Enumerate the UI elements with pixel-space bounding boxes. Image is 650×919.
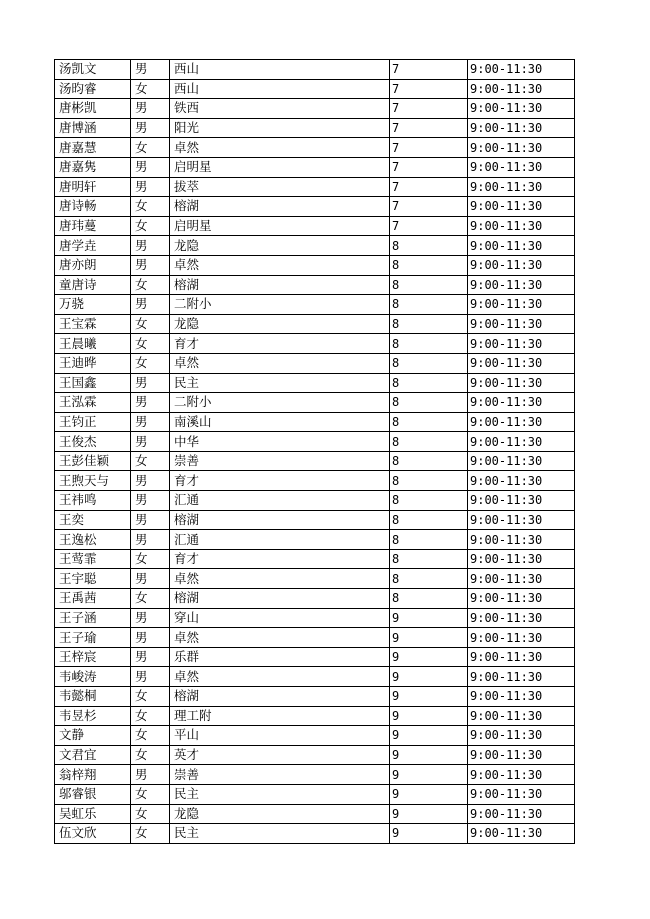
student-name-cell: 韦昱杉	[55, 706, 131, 726]
grade-cell: 7	[390, 177, 468, 197]
time-cell: 9:00-11:30	[468, 216, 575, 236]
school-cell: 龙隐	[170, 804, 390, 824]
gender-cell: 女	[131, 706, 170, 726]
school-cell: 卓然	[170, 667, 390, 687]
student-name-cell: 王莺霏	[55, 549, 131, 569]
school-cell: 龙隐	[170, 314, 390, 334]
school-cell: 阳光	[170, 118, 390, 138]
student-name-cell: 王祎鸣	[55, 491, 131, 511]
time-cell: 9:00-11:30	[468, 687, 575, 707]
table-row	[55, 177, 575, 197]
gender-cell: 男	[131, 157, 170, 177]
time-cell: 9:00-11:30	[468, 491, 575, 511]
grade-cell: 8	[390, 471, 468, 491]
student-name-cell: 万骁	[55, 295, 131, 315]
school-cell: 二附小	[170, 295, 390, 315]
time-cell: 9:00-11:30	[468, 549, 575, 569]
grade-cell: 7	[390, 60, 468, 80]
student-name-cell: 邬睿银	[55, 784, 131, 804]
grade-cell: 9	[390, 667, 468, 687]
time-cell: 9:00-11:30	[468, 275, 575, 295]
time-cell: 9:00-11:30	[468, 824, 575, 844]
table-row	[55, 216, 575, 236]
time-cell: 9:00-11:30	[468, 157, 575, 177]
student-name-cell: 王禹茜	[55, 589, 131, 609]
grade-cell: 9	[390, 628, 468, 648]
student-name-cell: 文静	[55, 726, 131, 746]
gender-cell: 男	[131, 667, 170, 687]
grade-cell: 8	[390, 530, 468, 550]
grade-cell: 8	[390, 393, 468, 413]
gender-cell: 男	[131, 118, 170, 138]
school-cell: 龙隐	[170, 236, 390, 256]
school-cell: 西山	[170, 79, 390, 99]
time-cell: 9:00-11:30	[468, 197, 575, 217]
time-cell: 9:00-11:30	[468, 608, 575, 628]
school-cell: 卓然	[170, 569, 390, 589]
table-row	[55, 79, 575, 99]
table-row	[55, 471, 575, 491]
time-cell: 9:00-11:30	[468, 647, 575, 667]
student-name-cell: 唐彬凯	[55, 99, 131, 119]
gender-cell: 女	[131, 275, 170, 295]
time-cell: 9:00-11:30	[468, 138, 575, 158]
student-name-cell: 王逸松	[55, 530, 131, 550]
time-cell: 9:00-11:30	[468, 236, 575, 256]
table-row	[55, 726, 575, 746]
table-row	[55, 510, 575, 530]
table-row	[55, 745, 575, 765]
grade-cell: 7	[390, 118, 468, 138]
student-name-cell: 伍文欣	[55, 824, 131, 844]
student-name-cell: 唐玮蔓	[55, 216, 131, 236]
grade-cell: 8	[390, 236, 468, 256]
student-name-cell: 王宇聪	[55, 569, 131, 589]
grade-cell: 8	[390, 510, 468, 530]
student-name-cell: 王彭佳颖	[55, 451, 131, 471]
student-name-cell: 王俊杰	[55, 432, 131, 452]
gender-cell: 男	[131, 295, 170, 315]
gender-cell: 女	[131, 451, 170, 471]
time-cell: 9:00-11:30	[468, 589, 575, 609]
gender-cell: 女	[131, 353, 170, 373]
time-cell: 9:00-11:30	[468, 334, 575, 354]
grade-cell: 8	[390, 295, 468, 315]
grade-cell: 8	[390, 334, 468, 354]
time-cell: 9:00-11:30	[468, 412, 575, 432]
grade-cell: 8	[390, 569, 468, 589]
time-cell: 9:00-11:30	[468, 628, 575, 648]
grade-cell: 9	[390, 765, 468, 785]
gender-cell: 女	[131, 589, 170, 609]
school-cell: 二附小	[170, 393, 390, 413]
student-name-cell: 唐诗畅	[55, 197, 131, 217]
school-cell: 汇通	[170, 530, 390, 550]
table-row	[55, 530, 575, 550]
table-row	[55, 197, 575, 217]
grade-cell: 7	[390, 99, 468, 119]
student-name-cell: 王迪晔	[55, 353, 131, 373]
school-cell: 崇善	[170, 765, 390, 785]
school-cell: 榕湖	[170, 275, 390, 295]
student-name-cell: 王奕	[55, 510, 131, 530]
grade-cell: 9	[390, 745, 468, 765]
grade-cell: 8	[390, 412, 468, 432]
time-cell: 9:00-11:30	[468, 451, 575, 471]
table-row	[55, 765, 575, 785]
gender-cell: 男	[131, 530, 170, 550]
table-row	[55, 412, 575, 432]
table-row	[55, 373, 575, 393]
student-name-cell: 汤昀睿	[55, 79, 131, 99]
time-cell: 9:00-11:30	[468, 60, 575, 80]
grade-cell: 9	[390, 804, 468, 824]
school-cell: 育才	[170, 471, 390, 491]
school-cell: 榕湖	[170, 687, 390, 707]
school-cell: 英才	[170, 745, 390, 765]
time-cell: 9:00-11:30	[468, 353, 575, 373]
gender-cell: 女	[131, 216, 170, 236]
student-name-cell: 王泓霖	[55, 393, 131, 413]
gender-cell: 女	[131, 334, 170, 354]
time-cell: 9:00-11:30	[468, 510, 575, 530]
school-cell: 中华	[170, 432, 390, 452]
student-name-cell: 吴虹乐	[55, 804, 131, 824]
school-cell: 崇善	[170, 451, 390, 471]
gender-cell: 男	[131, 236, 170, 256]
school-cell: 榕湖	[170, 197, 390, 217]
gender-cell: 女	[131, 197, 170, 217]
gender-cell: 男	[131, 99, 170, 119]
student-name-cell: 唐嘉慧	[55, 138, 131, 158]
school-cell: 民主	[170, 784, 390, 804]
gender-cell: 男	[131, 569, 170, 589]
school-cell: 南溪山	[170, 412, 390, 432]
table-row	[55, 60, 575, 80]
school-cell: 育才	[170, 334, 390, 354]
table-row	[55, 451, 575, 471]
table-row	[55, 667, 575, 687]
table-row	[55, 393, 575, 413]
school-cell: 拔萃	[170, 177, 390, 197]
time-cell: 9:00-11:30	[468, 373, 575, 393]
time-cell: 9:00-11:30	[468, 314, 575, 334]
grade-cell: 8	[390, 432, 468, 452]
student-name-cell: 王国鑫	[55, 373, 131, 393]
table-row	[55, 706, 575, 726]
time-cell: 9:00-11:30	[468, 295, 575, 315]
student-name-cell: 唐学垚	[55, 236, 131, 256]
school-cell: 卓然	[170, 353, 390, 373]
table-row	[55, 549, 575, 569]
gender-cell: 男	[131, 491, 170, 511]
gender-cell: 男	[131, 255, 170, 275]
time-cell: 9:00-11:30	[468, 99, 575, 119]
time-cell: 9:00-11:30	[468, 784, 575, 804]
school-cell: 育才	[170, 549, 390, 569]
gender-cell: 女	[131, 824, 170, 844]
grade-cell: 7	[390, 157, 468, 177]
school-cell: 卓然	[170, 138, 390, 158]
student-name-cell: 韦懿桐	[55, 687, 131, 707]
table-row	[55, 647, 575, 667]
student-name-cell: 文君宜	[55, 745, 131, 765]
school-cell: 卓然	[170, 628, 390, 648]
gender-cell: 女	[131, 314, 170, 334]
grade-cell: 9	[390, 608, 468, 628]
gender-cell: 男	[131, 628, 170, 648]
table-row	[55, 824, 575, 844]
student-name-cell: 王晨曦	[55, 334, 131, 354]
table-row	[55, 118, 575, 138]
gender-cell: 女	[131, 784, 170, 804]
grade-cell: 8	[390, 491, 468, 511]
time-cell: 9:00-11:30	[468, 118, 575, 138]
gender-cell: 男	[131, 510, 170, 530]
grade-cell: 8	[390, 451, 468, 471]
roster-table	[54, 59, 575, 844]
school-cell: 启明星	[170, 216, 390, 236]
gender-cell: 男	[131, 373, 170, 393]
student-name-cell: 童唐诗	[55, 275, 131, 295]
school-cell: 乐群	[170, 647, 390, 667]
gender-cell: 男	[131, 177, 170, 197]
time-cell: 9:00-11:30	[468, 177, 575, 197]
time-cell: 9:00-11:30	[468, 79, 575, 99]
grade-cell: 8	[390, 373, 468, 393]
grade-cell: 9	[390, 824, 468, 844]
time-cell: 9:00-11:30	[468, 804, 575, 824]
gender-cell: 女	[131, 804, 170, 824]
grade-cell: 8	[390, 353, 468, 373]
table-row	[55, 157, 575, 177]
school-cell: 铁西	[170, 99, 390, 119]
grade-cell: 7	[390, 79, 468, 99]
gender-cell: 男	[131, 393, 170, 413]
time-cell: 9:00-11:30	[468, 432, 575, 452]
table-row	[55, 687, 575, 707]
grade-cell: 7	[390, 197, 468, 217]
student-name-cell: 王子涵	[55, 608, 131, 628]
table-row	[55, 275, 575, 295]
gender-cell: 女	[131, 687, 170, 707]
student-name-cell: 韦峻涛	[55, 667, 131, 687]
table-row	[55, 255, 575, 275]
gender-cell: 女	[131, 79, 170, 99]
gender-cell: 男	[131, 60, 170, 80]
student-name-cell: 翁梓翔	[55, 765, 131, 785]
time-cell: 9:00-11:30	[468, 726, 575, 746]
school-cell: 平山	[170, 726, 390, 746]
roster-table-body	[55, 60, 575, 844]
table-row	[55, 491, 575, 511]
school-cell: 榕湖	[170, 589, 390, 609]
school-cell: 启明星	[170, 157, 390, 177]
table-row	[55, 314, 575, 334]
table-row	[55, 353, 575, 373]
student-name-cell: 王煦天与	[55, 471, 131, 491]
table-row	[55, 628, 575, 648]
time-cell: 9:00-11:30	[468, 393, 575, 413]
table-row	[55, 608, 575, 628]
grade-cell: 8	[390, 255, 468, 275]
time-cell: 9:00-11:30	[468, 765, 575, 785]
grade-cell: 9	[390, 784, 468, 804]
grade-cell: 9	[390, 647, 468, 667]
time-cell: 9:00-11:30	[468, 569, 575, 589]
gender-cell: 男	[131, 412, 170, 432]
table-row	[55, 589, 575, 609]
school-cell: 穿山	[170, 608, 390, 628]
grade-cell: 9	[390, 706, 468, 726]
table-row	[55, 804, 575, 824]
time-cell: 9:00-11:30	[468, 471, 575, 491]
table-row	[55, 432, 575, 452]
table-row	[55, 295, 575, 315]
gender-cell: 女	[131, 138, 170, 158]
grade-cell: 7	[390, 138, 468, 158]
grade-cell: 8	[390, 589, 468, 609]
time-cell: 9:00-11:30	[468, 706, 575, 726]
grade-cell: 8	[390, 314, 468, 334]
school-cell: 理工附	[170, 706, 390, 726]
gender-cell: 男	[131, 647, 170, 667]
grade-cell: 9	[390, 687, 468, 707]
student-name-cell: 王子瑜	[55, 628, 131, 648]
gender-cell: 男	[131, 471, 170, 491]
student-name-cell: 唐明轩	[55, 177, 131, 197]
student-name-cell: 汤凯文	[55, 60, 131, 80]
school-cell: 西山	[170, 60, 390, 80]
school-cell: 民主	[170, 824, 390, 844]
student-name-cell: 唐博涵	[55, 118, 131, 138]
student-name-cell: 王梓宸	[55, 647, 131, 667]
table-row	[55, 784, 575, 804]
gender-cell: 男	[131, 432, 170, 452]
grade-cell: 9	[390, 726, 468, 746]
school-cell: 汇通	[170, 491, 390, 511]
table-row	[55, 138, 575, 158]
grade-cell: 8	[390, 549, 468, 569]
time-cell: 9:00-11:30	[468, 255, 575, 275]
gender-cell: 女	[131, 549, 170, 569]
time-cell: 9:00-11:30	[468, 530, 575, 550]
gender-cell: 男	[131, 608, 170, 628]
gender-cell: 男	[131, 765, 170, 785]
school-cell: 民主	[170, 373, 390, 393]
student-name-cell: 唐亦朗	[55, 255, 131, 275]
time-cell: 9:00-11:30	[468, 745, 575, 765]
table-row	[55, 569, 575, 589]
gender-cell: 女	[131, 726, 170, 746]
school-cell: 卓然	[170, 255, 390, 275]
grade-cell: 7	[390, 216, 468, 236]
gender-cell: 女	[131, 745, 170, 765]
student-name-cell: 王宝霖	[55, 314, 131, 334]
student-name-cell: 唐嘉隽	[55, 157, 131, 177]
student-name-cell: 王钧正	[55, 412, 131, 432]
school-cell: 榕湖	[170, 510, 390, 530]
table-row	[55, 99, 575, 119]
grade-cell: 8	[390, 275, 468, 295]
time-cell: 9:00-11:30	[468, 667, 575, 687]
table-row	[55, 236, 575, 256]
table-row	[55, 334, 575, 354]
